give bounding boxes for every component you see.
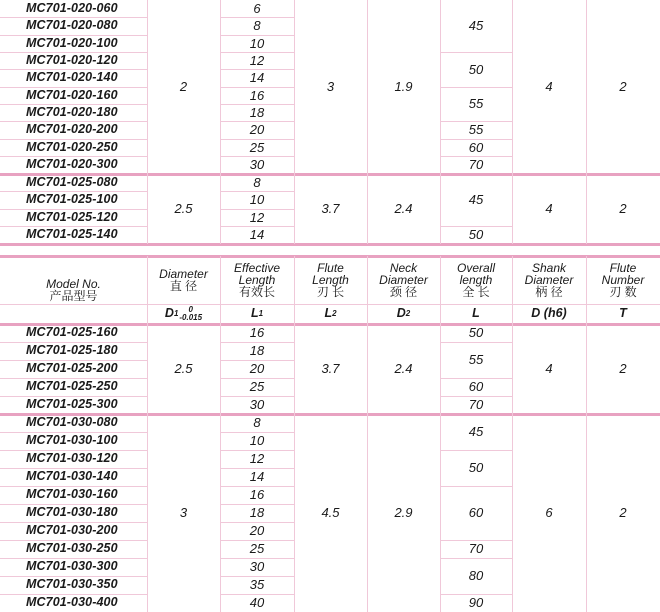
overall-length: 55 xyxy=(468,352,484,368)
model-number: MC701-025-120 xyxy=(26,209,118,224)
model-number: MC701-025-200 xyxy=(26,361,118,376)
d1-tolerance-lower: -0.015 xyxy=(179,313,203,322)
model-number: MC701-020-120 xyxy=(26,52,118,67)
shank-diameter: 4 xyxy=(545,361,553,377)
overall-length: 45 xyxy=(468,424,484,440)
model-number: MC701-025-100 xyxy=(26,192,118,207)
effective-length: 12 xyxy=(249,52,265,68)
model-number: MC701-030-140 xyxy=(26,469,118,484)
header-neck-diameter-en2: Diameter xyxy=(379,273,428,287)
header-shank-diameter-cn: 柄 径 xyxy=(535,285,563,299)
shank-diameter: 6 xyxy=(545,505,553,521)
flute-number: 2 xyxy=(619,505,627,521)
overall-length: 45 xyxy=(468,18,484,34)
overall-length: 90 xyxy=(468,595,484,611)
symbol-d-main: D (h6) xyxy=(531,306,567,321)
effective-length: 35 xyxy=(249,577,265,593)
effective-length: 6 xyxy=(253,0,261,16)
header-flute-number-en2: Number xyxy=(601,273,645,287)
model-number: MC701-020-160 xyxy=(26,87,118,102)
header-flute-length-en2: Length xyxy=(312,273,349,287)
header-flute-number xyxy=(586,256,660,304)
overall-length: 55 xyxy=(468,96,484,112)
header-overall-length-en1: Overall xyxy=(456,261,495,275)
diameter-d1: 2 xyxy=(179,79,188,95)
diameter-d1: 2.5 xyxy=(174,201,193,217)
neck-diameter: 2.4 xyxy=(394,201,413,217)
model-number: MC701-030-120 xyxy=(26,451,118,466)
overall-length: 45 xyxy=(468,192,484,208)
model-number: MC701-020-140 xyxy=(26,70,118,85)
effective-length: 14 xyxy=(249,70,265,86)
effective-length: 16 xyxy=(249,325,265,341)
overall-length: 50 xyxy=(468,227,484,243)
effective-length: 12 xyxy=(249,451,265,467)
header-flute-number-en1: Flute xyxy=(609,261,637,275)
effective-length: 25 xyxy=(249,541,265,557)
flute-number: 2 xyxy=(619,361,627,377)
flute-length: 3 xyxy=(326,79,335,95)
header-shank-diameter-en2: Diameter xyxy=(524,273,574,287)
model-number: MC701-030-400 xyxy=(26,595,118,610)
effective-length: 25 xyxy=(249,139,265,155)
header-shank-diameter xyxy=(512,256,586,304)
header-neck-diameter-cn: 颈 径 xyxy=(389,285,418,299)
model-number: MC701-025-180 xyxy=(26,343,118,358)
header-diameter-cn: 直 径 xyxy=(169,279,198,293)
header-model-en: Model No. xyxy=(46,277,101,291)
effective-length: 10 xyxy=(249,192,265,208)
model-number: MC701-020-100 xyxy=(26,35,118,50)
diameter-d1: 2.5 xyxy=(174,361,193,377)
symbol-l2-main: L xyxy=(324,306,333,321)
header-model-cn: 产品型号 xyxy=(49,289,98,303)
header-flute-length-cn: 刃 长 xyxy=(316,285,345,299)
model-number: MC701-030-200 xyxy=(26,523,118,538)
symbol-l-main: L xyxy=(472,306,480,321)
model-number: MC701-020-060 xyxy=(26,0,118,15)
model-number: MC701-025-140 xyxy=(26,227,118,242)
symbol-d1 xyxy=(147,304,220,324)
header-shank-diameter-en1: Shank xyxy=(531,261,567,275)
symbol-d2-main: D xyxy=(396,306,406,321)
overall-length: 60 xyxy=(468,139,484,155)
symbol-l2-sub: 2 xyxy=(332,308,337,318)
symbol-l2 xyxy=(294,304,367,324)
effective-length: 16 xyxy=(249,87,265,103)
overall-length: 70 xyxy=(468,157,484,173)
effective-length: 10 xyxy=(249,433,265,449)
header-flute-number-cn: 刃 数 xyxy=(609,285,637,299)
overall-length: 50 xyxy=(468,61,484,77)
overall-length: 70 xyxy=(468,541,484,557)
flute-length: 3.7 xyxy=(321,361,340,377)
effective-length: 14 xyxy=(249,469,265,485)
header-overall-length-cn: 全 长 xyxy=(462,285,490,299)
d1-tolerance-upper: 0 xyxy=(188,305,193,314)
header-flute-length xyxy=(294,256,367,304)
effective-length: 18 xyxy=(249,505,265,521)
effective-length: 14 xyxy=(249,227,265,243)
model-number: MC701-030-100 xyxy=(26,433,118,448)
diameter-d1: 3 xyxy=(179,505,188,521)
model-number: MC701-025-160 xyxy=(26,325,118,340)
symbol-t xyxy=(586,304,660,324)
effective-length: 8 xyxy=(253,18,261,34)
header-diameter-en1: Diameter xyxy=(159,267,208,281)
header-effective-length-cn: 有效长 xyxy=(238,285,275,299)
model-number: MC701-030-300 xyxy=(26,559,118,574)
neck-diameter: 1.9 xyxy=(394,79,413,95)
effective-length: 8 xyxy=(253,174,261,190)
effective-length: 10 xyxy=(249,35,265,51)
symbol-l1-sub: 1 xyxy=(258,308,264,318)
effective-length: 12 xyxy=(249,209,265,225)
overall-length: 50 xyxy=(468,460,484,476)
header-overall-length xyxy=(440,256,512,304)
effective-length: 30 xyxy=(249,559,265,575)
symbol-d1-sub: 1 xyxy=(173,308,179,318)
symbol-d2 xyxy=(367,304,440,324)
overall-length: 55 xyxy=(468,122,484,138)
neck-diameter: 2.9 xyxy=(394,505,413,521)
flute-length: 4.5 xyxy=(321,505,340,521)
neck-diameter: 2.4 xyxy=(394,361,413,377)
model-number: MC701-025-250 xyxy=(26,379,118,394)
header-effective-length-en2: Length xyxy=(238,273,276,287)
effective-length: 18 xyxy=(249,343,265,359)
flute-length: 3.7 xyxy=(321,201,340,217)
effective-length: 30 xyxy=(249,157,265,173)
effective-length: 30 xyxy=(249,397,265,413)
overall-length: 80 xyxy=(468,568,484,584)
model-number: MC701-030-350 xyxy=(26,577,118,592)
model-number: MC701-020-250 xyxy=(26,139,118,154)
model-number: MC701-025-080 xyxy=(26,174,118,189)
model-number: MC701-020-180 xyxy=(26,104,118,119)
overall-length: 50 xyxy=(468,325,484,341)
symbol-l xyxy=(440,304,512,324)
symbol-d2-sub: 2 xyxy=(405,308,411,318)
effective-length: 20 xyxy=(249,122,265,138)
symbol-l1 xyxy=(220,304,294,324)
effective-length: 40 xyxy=(249,595,265,611)
effective-length: 20 xyxy=(249,523,265,539)
header-effective-length xyxy=(220,256,294,304)
flute-number: 2 xyxy=(619,201,627,217)
effective-length: 16 xyxy=(249,487,265,503)
model-number: MC701-030-160 xyxy=(26,487,118,502)
model-number: MC701-030-250 xyxy=(26,541,118,556)
model-number: MC701-020-300 xyxy=(26,157,118,172)
overall-length: 60 xyxy=(468,379,484,395)
header-model xyxy=(0,256,147,324)
symbol-d xyxy=(512,304,586,324)
overall-length: 60 xyxy=(468,505,484,521)
header-overall-length-en2: length xyxy=(459,273,493,287)
symbol-d1-main: D xyxy=(164,306,174,321)
shank-diameter: 4 xyxy=(545,201,553,217)
header-flute-length-en1: Flute xyxy=(317,261,344,275)
effective-length: 20 xyxy=(249,361,265,377)
flute-number: 2 xyxy=(619,79,627,95)
effective-length: 8 xyxy=(253,415,261,431)
d1-tolerance xyxy=(179,306,202,322)
effective-length: 18 xyxy=(249,104,265,120)
symbol-l1-main: L xyxy=(250,306,259,321)
effective-length: 25 xyxy=(249,379,265,395)
header-effective-length-en1: Effective xyxy=(233,261,281,275)
model-number: MC701-025-300 xyxy=(26,397,118,412)
model-number: MC701-030-180 xyxy=(26,505,118,520)
model-number: MC701-020-080 xyxy=(26,18,118,33)
overall-length: 70 xyxy=(468,397,484,413)
header-neck-diameter xyxy=(367,256,440,304)
model-number: MC701-020-200 xyxy=(26,122,118,137)
symbol-t-main: T xyxy=(619,306,627,321)
shank-diameter: 4 xyxy=(545,79,553,95)
header-diameter xyxy=(147,256,220,304)
header-neck-diameter-en1: Neck xyxy=(389,261,418,275)
model-number: MC701-030-080 xyxy=(26,415,118,430)
